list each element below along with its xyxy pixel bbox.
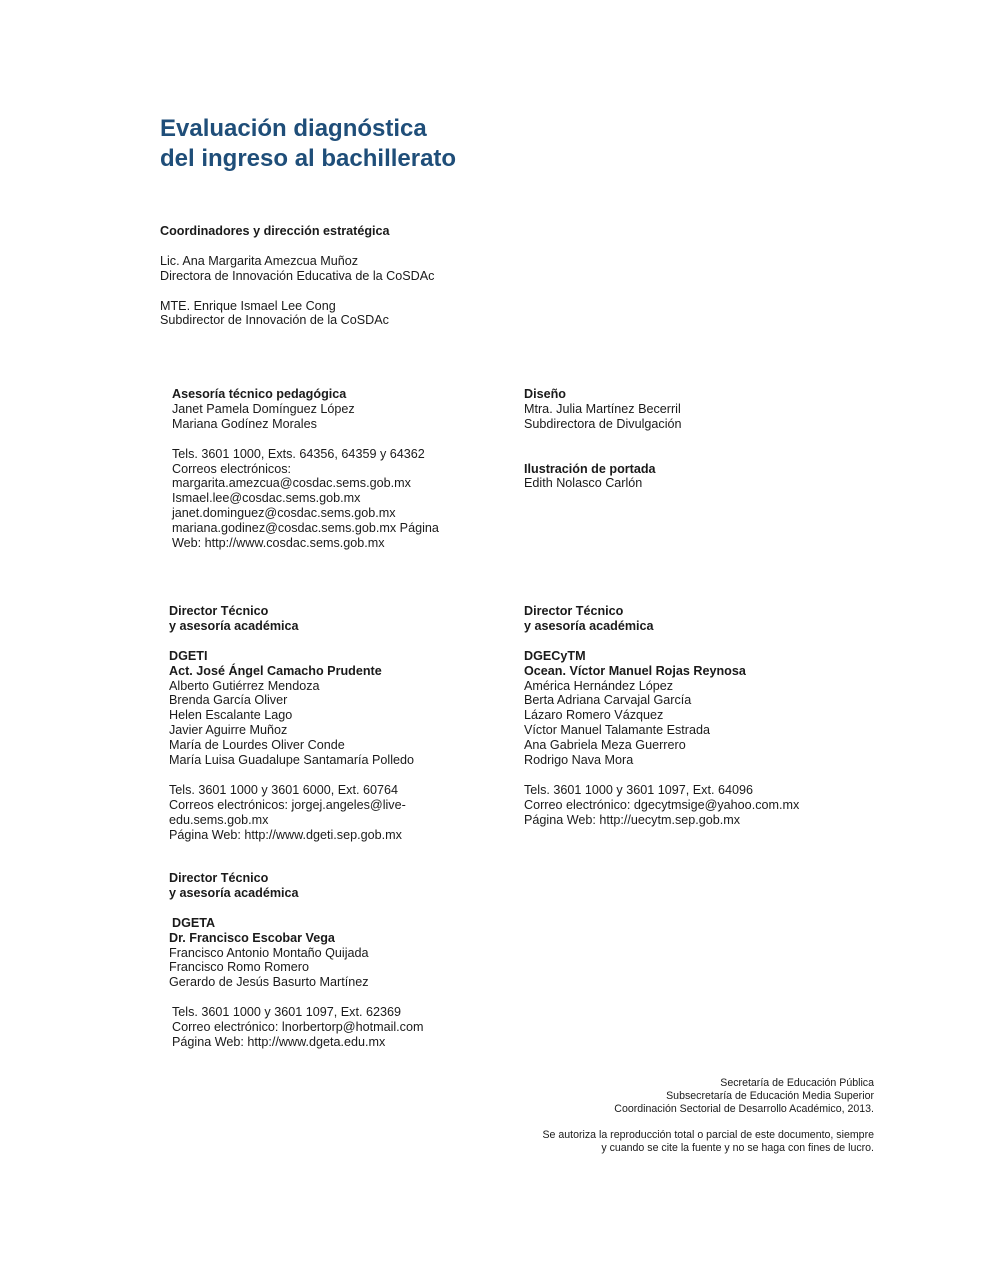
member-name: Ana Gabriela Meza Guerrero (524, 738, 686, 753)
member-name: Brenda García Oliver (169, 693, 288, 708)
email: Correo electrónico: dgecytmsige@yahoo.com.mx (524, 797, 800, 812)
section-heading: Director Técnico (169, 604, 269, 618)
coordinator-role: Subdirector de Innovación de la CoSDAc (160, 313, 389, 328)
org-name: DGETI (169, 648, 208, 663)
member-name: América Hernández López (524, 678, 674, 693)
footer-line: Secretaría de Educación Pública (720, 1077, 874, 1089)
member-name: Víctor Manuel Talamante Estrada (524, 723, 710, 738)
dgecytm-section (524, 604, 799, 828)
org-name: DGECyTM (524, 648, 586, 663)
member-name: María Luisa Guadalupe Santamaría Polledo (169, 753, 415, 768)
coordinators-heading: Coordinadores y dirección estratégica (160, 224, 390, 238)
member-name: Lázaro Romero Vázquez (524, 708, 664, 723)
footer-notice: Se autoriza la reproducción total o parcial de este documento, siempre (542, 1129, 874, 1141)
email: janet.dominguez@cosdac.sems.gob.mx (172, 506, 396, 521)
ilustracion-name: Edith Nolasco Carlón (524, 476, 643, 491)
footer-notice: y cuando se cite la fuente y no se haga con fines de lucro. (601, 1142, 874, 1154)
web: Página Web: http://uecytm.sep.gob.mx (524, 812, 741, 827)
diseno-heading: Diseño (524, 387, 566, 401)
member-name: Helen Escalante Lago (169, 708, 293, 723)
email: Correo electrónico: lnorbertorp@hotmail.com (172, 1020, 424, 1035)
document-title (160, 114, 456, 174)
member-name: Francisco Antonio Montaño Quijada (169, 945, 369, 960)
coordinator-name: Lic. Ana Margarita Amezcua Muñoz (160, 253, 359, 268)
dgeti-section (169, 604, 414, 842)
section-heading: y asesoría académica (169, 885, 299, 900)
diseno-name: Mtra. Julia Martínez Becerril (524, 401, 681, 416)
diseno-role: Subdirectora de Divulgación (524, 416, 682, 431)
phones: Tels. 3601 1000 y 3601 1097, Ext. 62369 (172, 1005, 401, 1020)
title-line-2: del ingreso al bachillerato (160, 145, 457, 172)
member-name: Alberto Gutiérrez Mendoza (169, 678, 320, 693)
phones: Tels. 3601 1000 y 3601 6000, Ext. 60764 (169, 782, 398, 797)
email: Ismael.lee@cosdac.sems.gob.mx (172, 491, 361, 506)
diseno-section (524, 387, 682, 491)
section-heading: y asesoría académica (169, 618, 299, 633)
coordinators-section (160, 224, 434, 328)
asesoria-heading: Asesoría técnico pedagógica (172, 387, 347, 401)
member-name: Janet Pamela Domínguez López (172, 401, 355, 416)
asesoria-section (172, 387, 439, 551)
web: Página Web: http://www.dgeti.sep.gob.mx (169, 827, 402, 842)
phones: Tels. 3601 1000, Exts. 64356, 64359 y 64362 (172, 446, 425, 461)
section-heading: Director Técnico (524, 604, 624, 618)
ilustracion-heading: Ilustración de portada (524, 461, 656, 476)
web: Web: http://www.cosdac.sems.gob.mx (172, 536, 385, 551)
title-line-1: Evaluación diagnóstica (160, 115, 427, 142)
dgeta-section (169, 871, 423, 1050)
footer-line: Subsecretaría de Educación Media Superior (666, 1090, 874, 1102)
director-name: Act. José Ángel Camacho Prudente (169, 663, 382, 678)
web: Página Web: http://www.dgeta.edu.mx (172, 1034, 386, 1049)
email: mariana.godinez@cosdac.sems.gob.mx Página (172, 521, 439, 536)
email: edu.sems.gob.mx (169, 812, 269, 827)
email: margarita.amezcua@cosdac.sems.gob.mx (172, 476, 411, 491)
member-name: María de Lourdes Oliver Conde (169, 738, 345, 753)
email: Correos electrónicos: jorgej.angeles@live- (169, 797, 406, 812)
footer-line: Coordinación Sectorial de Desarrollo Académico, 2013. (614, 1103, 874, 1115)
emails-label: Correos electrónicos: (172, 461, 291, 476)
member-name: Berta Adriana Carvajal García (524, 693, 692, 708)
section-heading: y asesoría académica (524, 618, 654, 633)
member-name: Mariana Godínez Morales (172, 416, 317, 431)
footer (542, 1077, 874, 1155)
director-name: Dr. Francisco Escobar Vega (169, 930, 335, 945)
member-name: Francisco Romo Romero (169, 960, 309, 975)
org-name: DGETA (172, 915, 216, 930)
member-name: Gerardo de Jesús Basurto Martínez (169, 975, 369, 990)
phones: Tels. 3601 1000 y 3601 1097, Ext. 64096 (524, 782, 753, 797)
member-name: Javier Aguirre Muñoz (169, 723, 288, 738)
member-name: Rodrigo Nava Mora (524, 753, 634, 768)
coordinator-role: Directora de Innovación Educativa de la CoSDAc (160, 268, 435, 283)
coordinator-name: MTE. Enrique Ismael Lee Cong (160, 298, 336, 313)
section-heading: Director Técnico (169, 871, 269, 885)
director-name: Ocean. Víctor Manuel Rojas Reynosa (524, 663, 746, 678)
